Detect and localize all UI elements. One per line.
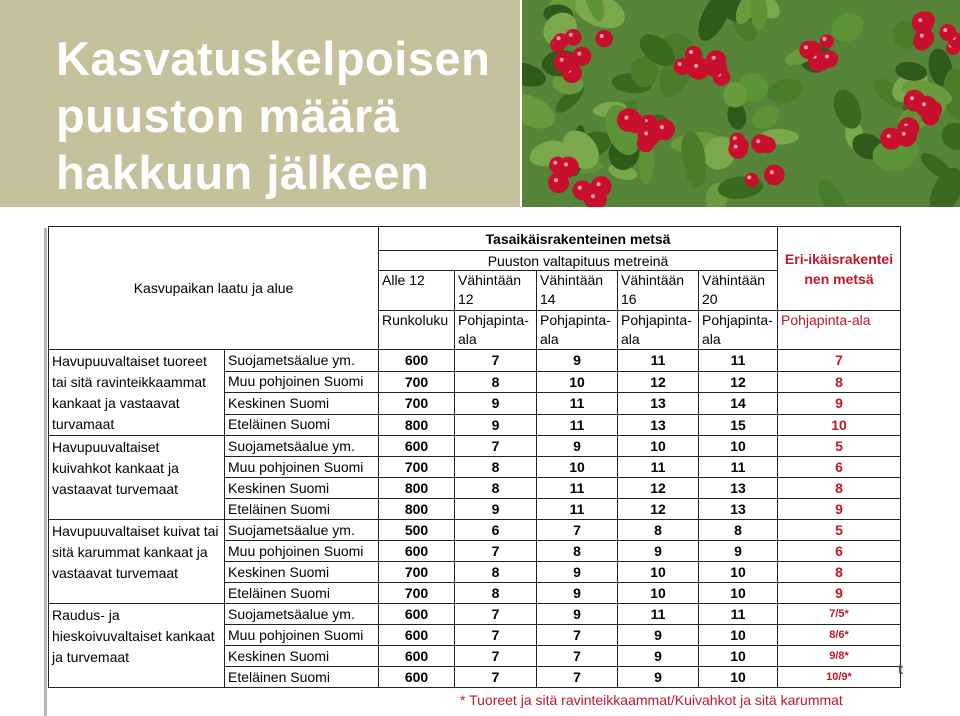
berry-highlight: [597, 182, 601, 186]
uneven-basal-area-cell: 7/5*: [778, 604, 901, 625]
region-cell: Muu pohjoinen Suomi: [225, 625, 379, 646]
basal-area-cell: 9: [537, 583, 618, 604]
basal-area-cell: 11: [537, 393, 618, 415]
lingonberry-illustration: [522, 0, 960, 207]
basal-area-cell: 12: [699, 371, 778, 393]
basal-area-cell: 7: [455, 350, 537, 372]
berry-shape: [572, 47, 591, 66]
region-cell: Eteläinen Suomi: [225, 414, 379, 436]
basal-area-cell: 7: [455, 646, 537, 667]
site-type-label: Raudus- ja hieskoivuvaltaiset kankaat ja turvemaat: [49, 604, 225, 688]
berry-highlight: [712, 56, 716, 60]
berry-highlight: [918, 18, 922, 22]
stem-count-cell: 600: [379, 436, 455, 457]
table-row: [49, 604, 901, 625]
berry-shape: [896, 126, 917, 147]
basal-area-cell: 9: [455, 414, 537, 436]
basal-area-cell: 9: [699, 541, 778, 562]
berry-highlight: [577, 52, 581, 56]
berry-highlight: [922, 102, 926, 106]
basal-area-cell: 9: [455, 499, 537, 520]
uneven-basal-area-cell: 5: [778, 520, 901, 541]
uneven-basal-area-cell: 8: [778, 371, 901, 393]
basal-area-cell: 7: [455, 667, 537, 688]
footnote: * Tuoreet ja sitä ravinteikkaammat/Kuivahkot ja sitä karummat: [460, 692, 843, 708]
basal-area-cell: 8: [699, 520, 778, 541]
basal-area-cell: 10: [618, 583, 699, 604]
title-line-1: Kasvatuskelpoisen: [56, 32, 491, 85]
basal-area-cell: 10: [618, 562, 699, 583]
berry-highlight: [804, 45, 808, 49]
berry-highlight: [591, 194, 595, 198]
table-wrap: [48, 226, 900, 688]
corner-header: Kasvupaikan laatu ja alue: [49, 227, 379, 350]
berry-highlight: [902, 132, 906, 136]
basal-area-cell: 10: [699, 625, 778, 646]
height-col-1: Vähintään 12: [455, 271, 537, 311]
region-cell: Keskinen Suomi: [225, 393, 379, 415]
basal-area-cell: 11: [618, 604, 699, 625]
berry-shape: [939, 24, 956, 41]
stem-count-cell: 600: [379, 625, 455, 646]
basal-area-cell: 9: [537, 436, 618, 457]
berry-shape: [687, 57, 710, 80]
basal-area-cell: 10: [699, 436, 778, 457]
measure-col-4: Pohjapinta-ala: [699, 311, 778, 350]
stem-count-cell: 700: [379, 583, 455, 604]
even-aged-header: Tasaikäisrakenteinen metsä: [379, 227, 778, 251]
region-cell: Keskinen Suomi: [225, 646, 379, 667]
uneven-basal-area-cell: 9: [778, 393, 901, 415]
berry-highlight: [553, 161, 557, 165]
basal-area-cell: 8: [618, 520, 699, 541]
berry-highlight: [600, 34, 604, 38]
basal-area-cell: 9: [618, 541, 699, 562]
uneven-basal-area-cell: 9: [778, 583, 901, 604]
basal-area-cell: 10: [537, 457, 618, 478]
basal-area-cell: 11: [537, 414, 618, 436]
berry-highlight: [644, 131, 648, 135]
table-body: [49, 350, 901, 688]
region-cell: Eteläinen Suomi: [225, 667, 379, 688]
uneven-basal-area-cell: 8: [778, 478, 901, 499]
basal-area-cell: 10: [699, 562, 778, 583]
berry-highlight: [887, 134, 891, 138]
basal-area-cell: 9: [537, 562, 618, 583]
title-line-3: hakkuun jälkeen: [56, 146, 430, 199]
basal-area-cell: 10: [537, 371, 618, 393]
berry-highlight: [554, 178, 558, 182]
region-cell: Muu pohjoinen Suomi: [225, 371, 379, 393]
stem-count-cell: 700: [379, 393, 455, 415]
basal-area-cell: 8: [455, 562, 537, 583]
berry-highlight: [825, 55, 829, 59]
region-cell: Eteläinen Suomi: [225, 583, 379, 604]
berry-shape: [745, 173, 759, 187]
basal-area-cell: 7: [537, 667, 618, 688]
berry-highlight: [770, 170, 774, 174]
uneven-basal-area-cell: 9/8*: [778, 646, 901, 667]
berry-highlight: [578, 186, 582, 190]
height-col-0: Alle 12: [379, 271, 455, 311]
basal-area-cell: 8: [455, 583, 537, 604]
berry-highlight: [557, 36, 561, 40]
uneven-basal-area-cell: 6: [778, 457, 901, 478]
region-cell: Keskinen Suomi: [225, 562, 379, 583]
uneven-basal-area-cell: 8: [778, 562, 901, 583]
basal-area-cell: 9: [618, 625, 699, 646]
height-header: Puuston valtapituus metreinä: [379, 251, 778, 271]
table-row: [49, 520, 901, 541]
berry-highlight: [910, 96, 914, 100]
region-cell: Suojametsäalue ym.: [225, 436, 379, 457]
stem-count-cell: 500: [379, 520, 455, 541]
region-cell: Suojametsäalue ym.: [225, 350, 379, 372]
region-cell: Muu pohjoinen Suomi: [225, 541, 379, 562]
berry-highlight: [560, 58, 564, 62]
uneven-measure-col: Pohjapinta-ala: [778, 311, 901, 350]
berry-shape: [820, 34, 834, 48]
measure-col-3: Pohjapinta-ala: [618, 311, 699, 350]
berry-highlight: [920, 34, 924, 38]
berry-highlight: [689, 50, 693, 54]
basal-area-cell: 8: [455, 478, 537, 499]
stem-count-cell: 800: [379, 414, 455, 436]
berry-shape: [764, 165, 785, 186]
height-col-2: Vähintään 14: [537, 271, 618, 311]
basal-area-cell: 7: [455, 541, 537, 562]
basal-area-cell: 11: [618, 350, 699, 372]
berry-highlight: [564, 163, 568, 167]
berry-highlight: [678, 62, 682, 66]
basal-area-cell: 10: [699, 667, 778, 688]
berry-shape: [821, 50, 838, 67]
berry-highlight: [734, 145, 738, 149]
region-cell: Suojametsäalue ym.: [225, 604, 379, 625]
basal-area-cell: 9: [618, 667, 699, 688]
basal-area-cell: 11: [537, 478, 618, 499]
berry-highlight: [660, 125, 664, 129]
basal-area-cell: 12: [618, 499, 699, 520]
uneven-basal-area-cell: 8/6*: [778, 625, 901, 646]
stem-count-cell: 700: [379, 371, 455, 393]
stem-count-cell: 800: [379, 478, 455, 499]
uneven-basal-area-cell: 10/9*: [778, 667, 901, 688]
basal-area-cell: 7: [455, 604, 537, 625]
berry-shape: [916, 96, 938, 118]
stem-count-cell: 600: [379, 646, 455, 667]
berry-highlight: [822, 37, 826, 41]
berry-shape: [915, 28, 935, 48]
stem-count-cell: 700: [379, 457, 455, 478]
table-row: [49, 436, 901, 457]
uneven-basal-area-cell: 6: [778, 541, 901, 562]
basal-area-cell: 13: [618, 414, 699, 436]
header-band: [0, 0, 960, 212]
basal-area-cell: 7: [537, 520, 618, 541]
berry-highlight: [943, 28, 947, 32]
stem-count-cell: 600: [379, 667, 455, 688]
basal-area-cell: 10: [618, 436, 699, 457]
basal-area-cell: 13: [618, 393, 699, 415]
lingonberry-photo: [522, 0, 960, 207]
berry-highlight: [694, 64, 698, 68]
height-col-3: Vähintään 16: [618, 271, 699, 311]
basal-area-cell: 13: [699, 478, 778, 499]
basal-area-cell: 10: [699, 646, 778, 667]
basal-area-cell: 12: [618, 371, 699, 393]
basal-area-cell: 7: [455, 625, 537, 646]
basal-area-cell: 7: [455, 436, 537, 457]
basal-area-cell: 12: [618, 478, 699, 499]
basal-area-cell: 7: [537, 625, 618, 646]
region-cell: Keskinen Suomi: [225, 478, 379, 499]
basal-area-cell: 6: [455, 520, 537, 541]
stem-count-cell: 600: [379, 541, 455, 562]
stray-glyph: t: [898, 661, 903, 678]
region-cell: Eteläinen Suomi: [225, 499, 379, 520]
left-rule: [44, 228, 47, 716]
uneven-aged-label: Eri-ikäisrakenteinen metsä: [784, 250, 894, 287]
berry-shape: [728, 139, 748, 159]
measure-col-1: Pohjapinta-ala: [455, 311, 537, 350]
basal-area-cell: 15: [699, 414, 778, 436]
basal-area-cell: 11: [618, 457, 699, 478]
basal-area-cell: 14: [699, 393, 778, 415]
berry-shape: [617, 108, 641, 132]
title-line-2: puuston määrä: [56, 89, 400, 142]
table-row: [49, 350, 901, 372]
page-title: [56, 30, 490, 201]
basal-area-cell: 8: [455, 457, 537, 478]
forest-stand-table: [48, 226, 901, 688]
measure-col-0: Runkoluku: [379, 311, 455, 350]
basal-area-cell: 9: [618, 646, 699, 667]
basal-area-cell: 9: [455, 393, 537, 415]
region-cell: Suojametsäalue ym.: [225, 520, 379, 541]
berry-shape: [553, 33, 568, 48]
stem-count-cell: 600: [379, 350, 455, 372]
title-box: [0, 0, 520, 207]
uneven-aged-header: [778, 227, 901, 311]
site-type-label: Havupuuvaltaiset kuivat tai sitä karummat kankaat ja vastaavat turvemaat: [49, 520, 225, 604]
site-type-label: Havupuuvaltaiset kuivahkot kankaat ja vastaavat turvemaat: [49, 436, 225, 520]
berry-shape: [799, 41, 817, 59]
basal-area-cell: 13: [699, 499, 778, 520]
height-col-4: Vähintään 20: [699, 271, 778, 311]
basal-area-cell: 11: [537, 499, 618, 520]
basal-area-cell: 11: [699, 604, 778, 625]
berry-highlight: [747, 175, 751, 179]
basal-area-cell: 7: [537, 646, 618, 667]
site-type-label: Havupuuvaltaiset tuoreet tai sitä ravinteikkaammat kankaat ja vastaavat turvamaat: [49, 350, 225, 436]
basal-area-cell: 8: [537, 541, 618, 562]
berry-highlight: [756, 139, 760, 143]
basal-area-cell: 8: [455, 371, 537, 393]
berry-shape: [638, 125, 660, 147]
berry-highlight: [624, 116, 628, 120]
stem-count-cell: 800: [379, 499, 455, 520]
basal-area-cell: 10: [699, 583, 778, 604]
measure-col-2: Pohjapinta-ala: [537, 311, 618, 350]
stem-count-cell: 600: [379, 604, 455, 625]
uneven-basal-area-cell: 7: [778, 350, 901, 372]
region-cell: Muu pohjoinen Suomi: [225, 457, 379, 478]
uneven-basal-area-cell: 5: [778, 436, 901, 457]
basal-area-cell: 11: [699, 350, 778, 372]
stem-count-cell: 700: [379, 562, 455, 583]
uneven-basal-area-cell: 10: [778, 414, 901, 436]
berry-shape: [595, 30, 613, 48]
basal-area-cell: 9: [537, 604, 618, 625]
uneven-basal-area-cell: 9: [778, 499, 901, 520]
basal-area-cell: 9: [537, 350, 618, 372]
berry-highlight: [569, 33, 573, 37]
berry-shape: [751, 134, 770, 153]
basal-area-cell: 11: [699, 457, 778, 478]
berry-shape: [558, 157, 579, 178]
berry-shape: [554, 52, 575, 73]
